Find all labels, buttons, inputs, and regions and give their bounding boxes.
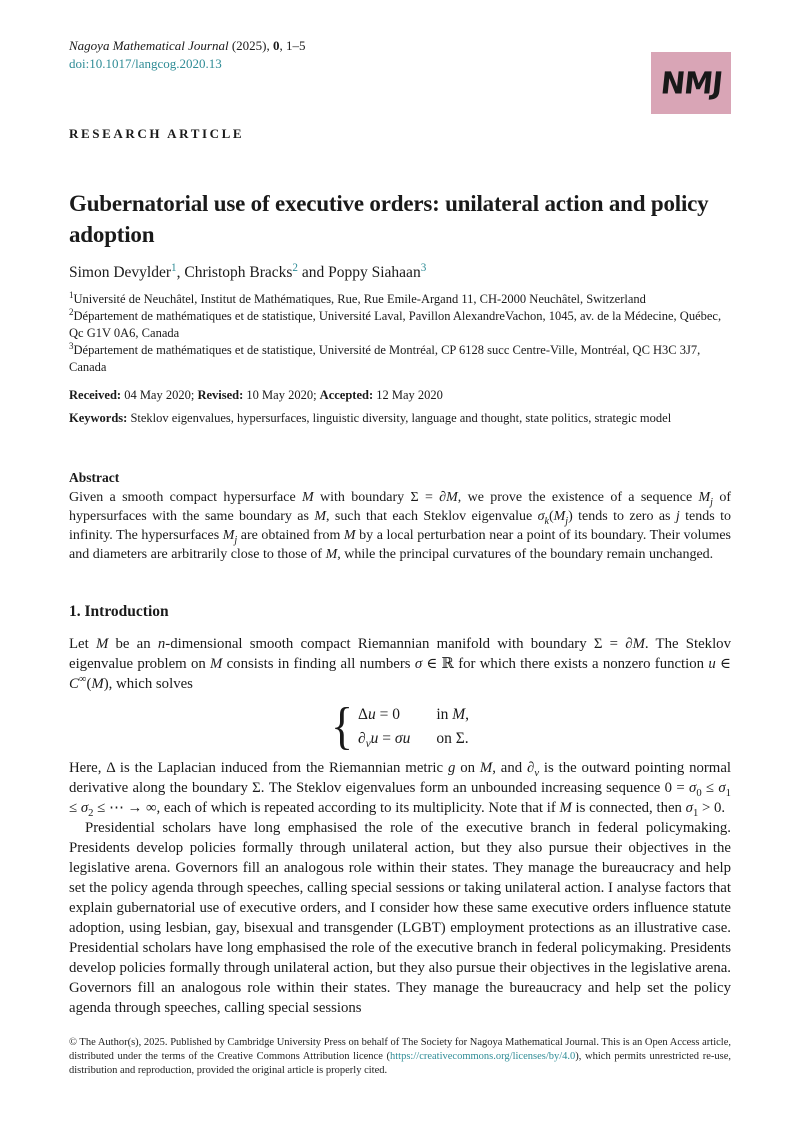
- doi-link[interactable]: doi:10.1017/langcog.2020.13: [69, 56, 222, 71]
- text-run: u: [370, 729, 379, 747]
- text-run: u: [402, 729, 411, 747]
- text-run: © The Author(s), 2025. Published by Cambridge University Press on behalf of The Society for Nagoya Mathematical Journal. This is an Open Access article, distributed under the terms of the Creative Commons Attribution licence (: [69, 1037, 731, 1062]
- intro-paragraph-3: Presidential scholars have long emphasised the role of the executive branch in federal policymaking. Presidents develop policies formally through unilateral action, but they also pursue their objectives in the legislative arena. Governors fill an analogous role within their states. They manage the bureaucracy and help set the policy agenda through speeches, calling special sessions or taking unilateral action. I analyse factors that explain gubernatorial use of executive orders, and I consider how these same executive orders influence statute adoption, using lesbian, gay, bisexual and transgender (LGBT) employment protections as an illustrative case. Presidential scholars have long emphasised the role of the executive branch in federal policymaking. Presidents develop policies formally through unilateral action, but they also pursue their objectives in the legislative arena. Governors fill an analogous role within their states. They manage the bureaucracy and help set the policy agenda through speeches, calling special sessions: [69, 820, 731, 1016]
- text-run: , Christoph Bracks: [176, 264, 293, 281]
- text-run: ≤: [69, 800, 81, 816]
- text-run: M: [452, 705, 466, 723]
- text-run: Keywords:: [69, 411, 128, 425]
- text-run: on: [455, 760, 480, 776]
- text-run: Revised:: [197, 388, 244, 402]
- text-run: M: [95, 636, 109, 652]
- text-run: M: [559, 800, 572, 816]
- text-run: ∂: [358, 729, 366, 747]
- text-run: M: [210, 656, 223, 672]
- text-run: ∈ ℝ for which there exists a nonzero function: [422, 656, 709, 672]
- text-run: = 0: [375, 705, 400, 723]
- author-2-affiliation-ref: 2: [292, 261, 298, 274]
- journal-name: Nagoya Mathematical Journal: [69, 38, 229, 53]
- text-run: n: [157, 636, 166, 652]
- text-run: σ: [685, 800, 693, 816]
- text-run: σ: [689, 780, 697, 796]
- equation-rows: [358, 704, 469, 749]
- text-run: 1: [692, 807, 699, 819]
- text-run: ), which permits unrestricted re-use, distribution and reproduction, provided the original article is properly cited.: [69, 1051, 731, 1076]
- text-run: Département de mathématiques et de statistique, Université Laval, Pavillon AlexandreVachon, 1045, av. de la Médecine, Québec, Qc G1V 0A6, Canada: [69, 309, 722, 340]
- text-run: consists in finding all numbers: [222, 656, 415, 672]
- equation-row2-lhs: [358, 728, 410, 749]
- affiliation-2: [69, 308, 731, 342]
- text-run: in: [436, 705, 453, 723]
- text-run: tends to infinity. The hypersurfaces: [69, 509, 731, 543]
- text-run: k: [544, 515, 549, 527]
- text-run: -dimensional smooth compact Riemannian manifold with boundary Σ = ∂: [165, 636, 633, 652]
- text-run: , while the principal curvatures of the boundary remain unchanged.: [337, 547, 714, 562]
- journal-logo: [651, 52, 731, 114]
- text-run: is the outward pointing normal derivative along the boundary Σ. The Steklov eigenvalues form an unbounded increasing sequence 0 =: [69, 760, 732, 796]
- text-run: M: [698, 490, 711, 505]
- text-run: C: [69, 676, 79, 692]
- text-run: 2: [88, 807, 94, 819]
- text-run: . The Steklov eigenvalue problem on: [69, 636, 731, 672]
- text-run: M: [222, 528, 235, 543]
- text-run: j: [710, 496, 713, 508]
- text-run: M: [314, 509, 327, 524]
- text-run: M: [553, 509, 566, 524]
- equation-row1-lhs: [358, 704, 410, 725]
- text-run: Département de mathématiques et de statistique, Université de Montréal, CP 6128 succ Centre-Ville, Montréal, QC H3C 3J7, Canada: [69, 343, 701, 374]
- text-run: are obtained from: [237, 528, 344, 543]
- affiliation-2-marker: 2: [69, 306, 74, 317]
- text-run: Simon Devylder: [69, 264, 172, 281]
- copyright-footer: [69, 1036, 731, 1078]
- text-run: ∞: [78, 674, 87, 686]
- text-run: j: [234, 534, 238, 546]
- text-run: on Σ.: [436, 729, 469, 747]
- text-run: ≤ ⋯ → ∞, each of which is repeated according to its multiplicity. Note that if: [93, 800, 560, 816]
- affiliation-1: [69, 291, 731, 308]
- text-run: σ: [394, 729, 403, 747]
- text-run: M: [91, 676, 104, 692]
- text-run: , such that each Steklov eigenvalue: [326, 509, 538, 524]
- keywords-line: [69, 410, 731, 427]
- intro-paragraph-1: [69, 634, 731, 694]
- affiliations-block: [69, 291, 731, 376]
- text-run: Δ: [358, 705, 368, 723]
- text-run: j: [565, 515, 569, 527]
- text-run: ∈: [715, 656, 731, 672]
- text-run: Received:: [69, 388, 122, 402]
- text-run: σ: [718, 780, 726, 796]
- text-run: ν: [534, 767, 540, 779]
- text-run: 10 May 2020;: [243, 388, 320, 402]
- text-run: 12 May 2020: [373, 388, 443, 402]
- affiliation-3: [69, 342, 731, 376]
- text-run: ), which solves: [103, 676, 193, 692]
- text-run: Here, Δ is the Laplacian induced from the Riemannian metric: [69, 760, 448, 776]
- article-dates-line: [69, 387, 731, 404]
- text-run: g: [447, 760, 456, 776]
- author-line: [69, 261, 731, 282]
- text-run: u: [708, 656, 716, 672]
- text-run: =: [378, 729, 395, 747]
- journal-citation-line: [69, 38, 731, 54]
- intro-paragraph-2: [69, 758, 731, 818]
- text-run: M: [343, 528, 356, 543]
- text-run: Accepted:: [319, 388, 374, 402]
- text-run: , we prove the existence of a sequence: [457, 490, 699, 505]
- text-run: > 0.: [698, 800, 726, 816]
- text-run: M: [479, 760, 493, 776]
- abstract-heading: Abstract: [69, 470, 120, 485]
- text-run: u: [368, 705, 376, 723]
- equation-row2-domain: [436, 728, 469, 749]
- text-run: Steklov eigenvalues, hypersurfaces, linguistic diversity, language and thought, state politics, strategic model: [127, 411, 672, 425]
- journal-volume: 0: [273, 38, 280, 53]
- text-run: j: [675, 509, 680, 524]
- text-run: 04 May 2020;: [121, 388, 198, 402]
- text-run: 0: [696, 787, 702, 799]
- text-run: , and ∂: [492, 760, 535, 776]
- article-title: Gubernatorial use of executive orders: unilateral action and policy adoption: [69, 191, 709, 247]
- text-run: Let: [69, 636, 96, 652]
- text-run: with boundary Σ = ∂: [313, 490, 447, 505]
- text-run: is connected, then: [571, 800, 686, 816]
- text-run: ,: [465, 705, 470, 723]
- article-type-label: RESEARCH ARTICLE: [69, 126, 245, 141]
- affiliation-3-marker: 3: [69, 340, 74, 351]
- equation-row1-domain: [436, 704, 469, 725]
- journal-pages: , 1–5: [279, 38, 306, 53]
- text-run: Given a smooth compact hypersurface: [69, 490, 303, 505]
- text-run: Université de Neuchâtel, Institut de Mathématiques, Rue, Rue Emile-Argand 11, CH-2000 Neuchâtel, Switzerland: [73, 292, 646, 306]
- author-1-affiliation-ref: 1: [171, 261, 177, 274]
- text-run: of hypersurfaces with the same boundary as: [69, 490, 731, 524]
- text-run: (: [548, 509, 554, 524]
- journal-issue-pre: (2025),: [228, 38, 274, 53]
- text-run: σ: [414, 656, 423, 672]
- text-run: M: [325, 547, 338, 562]
- section-heading-introduction: 1. Introduction: [69, 603, 169, 620]
- author-3-affiliation-ref: 3: [420, 261, 427, 274]
- text-run: (: [86, 676, 92, 692]
- text-run: M: [302, 490, 314, 505]
- text-run: be an: [108, 636, 158, 652]
- text-run: ≤: [701, 780, 719, 796]
- text-run: M: [632, 636, 645, 652]
- text-run: ν: [365, 737, 371, 750]
- steklov-equation-block: [69, 696, 731, 754]
- text-run: and Poppy Siahaan: [298, 264, 421, 281]
- cc-license-link[interactable]: https://creativecommons.org/licenses/by/4.0: [390, 1051, 576, 1062]
- text-run: by a local perturbation near a point of its boundary. Their volumes and diameters are arbitrarily close to those of: [69, 528, 731, 562]
- equation-brace: {: [330, 696, 354, 754]
- text-run: 1: [725, 787, 731, 799]
- journal-logo-letters: NMJ: [658, 65, 724, 101]
- abstract-body: [69, 488, 731, 564]
- text-run: ) tends to zero as: [568, 509, 676, 524]
- affiliation-1-marker: 1: [69, 289, 74, 300]
- text-run: M: [446, 490, 458, 505]
- text-run: σ: [80, 800, 89, 816]
- text-run: σ: [537, 509, 545, 524]
